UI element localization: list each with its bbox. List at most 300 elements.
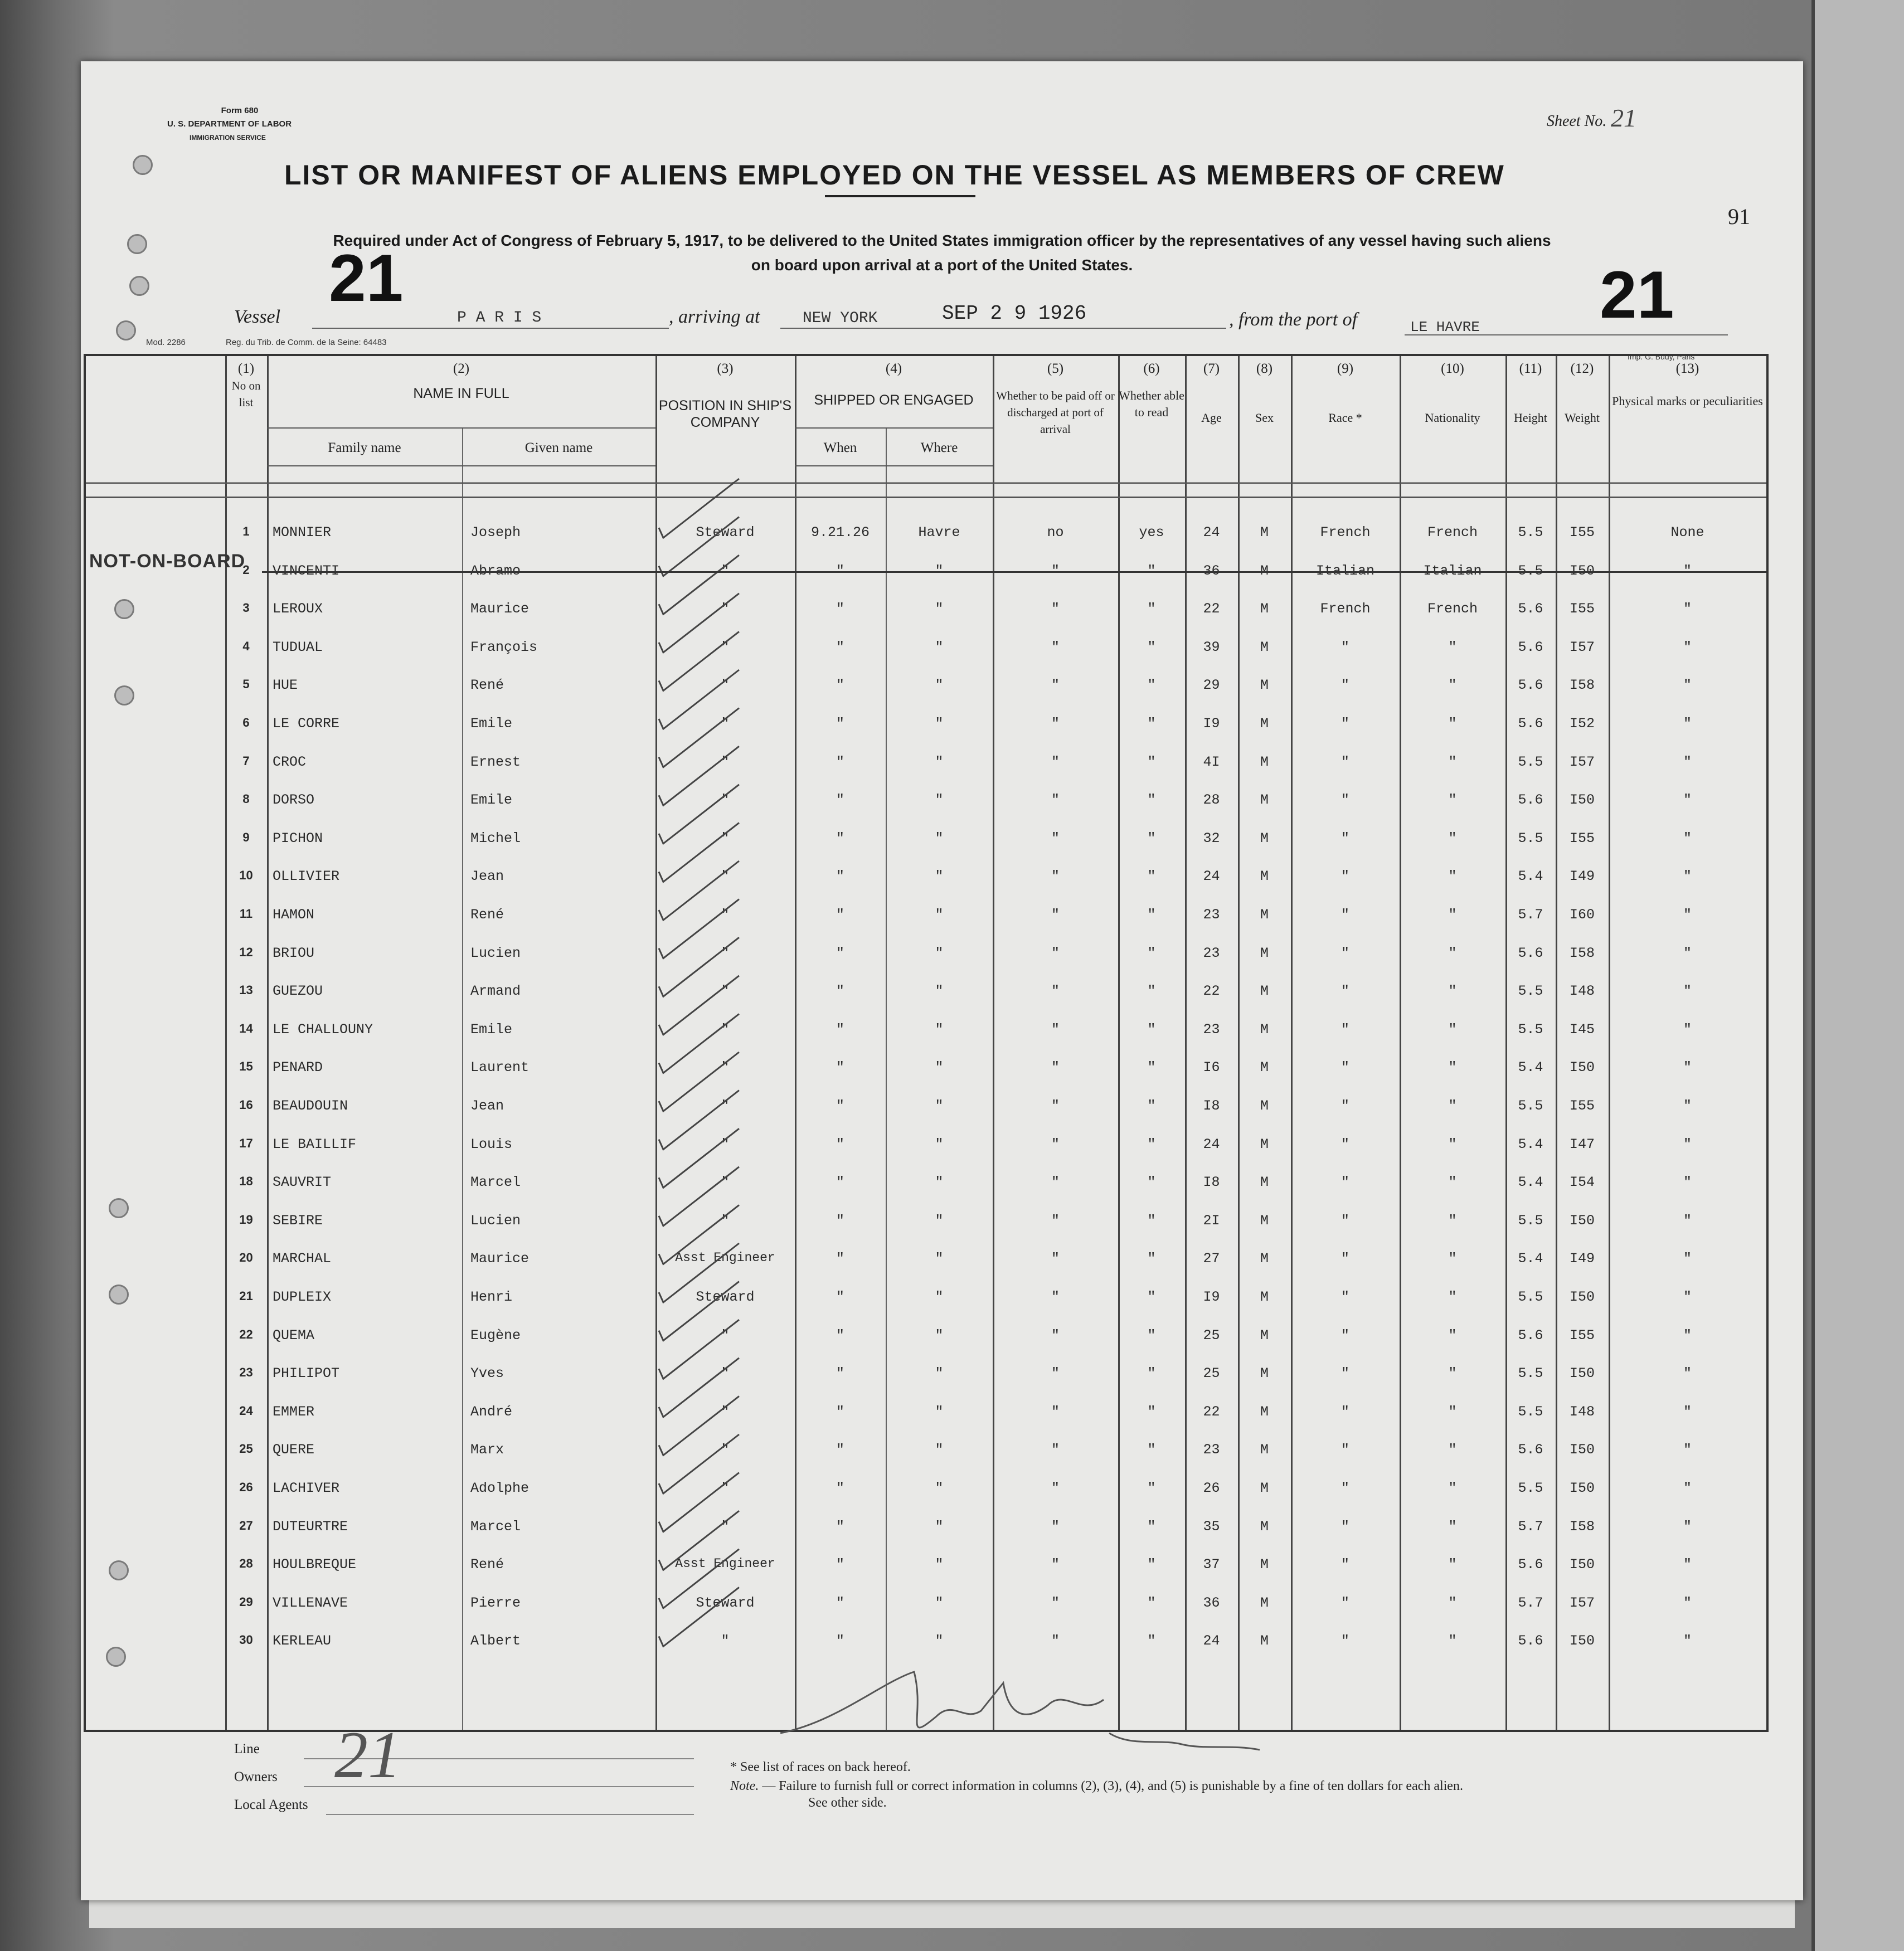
cell-nationality: ": [1448, 1212, 1457, 1229]
cell-weight: I50: [1569, 1289, 1595, 1305]
page-number: 91: [1728, 204, 1750, 229]
cell-age: I9: [1203, 716, 1220, 732]
cell-where: ": [935, 1098, 944, 1114]
cell-sex: M: [1260, 639, 1269, 655]
cell-given: Emile: [470, 792, 513, 809]
cell-read: ": [1147, 1059, 1156, 1076]
cell-position: ": [721, 1212, 730, 1229]
cell-marks: ": [1683, 1251, 1692, 1267]
cell-paid: ": [1051, 716, 1060, 732]
cell-when: ": [836, 601, 844, 617]
cell-race: ": [1340, 753, 1349, 770]
cell-where: ": [935, 945, 944, 961]
right-edge-strip: [1811, 0, 1904, 1951]
cell-height: 5.5: [1518, 1021, 1543, 1038]
from-port: LE HAVRE: [1410, 319, 1480, 335]
cell-race: ": [1340, 1594, 1349, 1611]
cell-paid: ": [1051, 830, 1060, 846]
cell-weight: I50: [1569, 562, 1595, 579]
cell-weight: I58: [1569, 677, 1595, 694]
col-race-header: (9) Race *: [1328, 361, 1362, 425]
cell-where: ": [935, 1365, 944, 1382]
cell-when: ": [836, 1098, 844, 1114]
cell-family: GUEZOU: [273, 983, 323, 1000]
cell-paid: ": [1051, 1327, 1060, 1344]
cell-where: ": [935, 1518, 944, 1535]
cell-position: ": [721, 1327, 730, 1344]
cell-when: ": [836, 1251, 844, 1267]
cell-height: 5.6: [1518, 945, 1543, 961]
note: [730, 1779, 1463, 1794]
requirement-line-1: Required under Act of Congress of February 5, 1917, to be delivered to the United States immigration officer by the representatives of any vessel having such aliens: [333, 232, 1551, 249]
cell-weight: I58: [1569, 1518, 1595, 1535]
cell-weight: I48: [1569, 983, 1595, 1000]
cell-read: ": [1147, 1251, 1156, 1267]
check-mark: [659, 861, 739, 920]
cell-position: ": [721, 945, 730, 961]
cell-height: 5.6: [1518, 1327, 1543, 1344]
cell-when: ": [836, 1594, 844, 1611]
cell-where: ": [935, 907, 944, 923]
cell-read: ": [1147, 677, 1156, 694]
cell-family: MONNIER: [273, 524, 332, 541]
cell-when: ": [836, 1212, 844, 1229]
cell-position: Asst Engineer: [675, 1251, 775, 1266]
cell-marks: ": [1683, 1480, 1692, 1496]
cell-family: OLLIVIER: [273, 868, 340, 885]
cell-read: ": [1147, 830, 1156, 846]
cell-given: Marx: [470, 1442, 504, 1458]
cell-when: ": [836, 1518, 844, 1535]
stamp-number-left: 21: [329, 241, 404, 315]
cell-position: ": [721, 1480, 730, 1496]
cell-position: ": [721, 1403, 730, 1420]
cell-when: ": [836, 945, 844, 961]
cell-paid: ": [1051, 1518, 1060, 1535]
cell-age: 29: [1203, 677, 1220, 694]
cell-height: 5.6: [1518, 677, 1543, 694]
cell-when: ": [836, 1403, 844, 1420]
cell-race: ": [1340, 1289, 1349, 1305]
cell-height: 5.6: [1518, 716, 1543, 732]
cell-no: 23: [239, 1365, 253, 1380]
registry: Reg. du Trib. de Comm. de la Seine: 64483: [226, 338, 387, 347]
arriving-label: , arriving at: [669, 306, 760, 327]
cell-when: ": [836, 830, 844, 846]
cell-sex: M: [1260, 868, 1269, 885]
cell-age: 22: [1203, 1403, 1220, 1420]
cell-nationality: ": [1448, 1403, 1457, 1420]
cell-when: ": [836, 1365, 844, 1382]
cell-position: ": [721, 601, 730, 617]
cell-where: ": [935, 1174, 944, 1191]
cell-no: 28: [239, 1556, 253, 1571]
cell-position: ": [721, 868, 730, 885]
table-row: [86, 518, 1766, 556]
cell-family: VINCENTI: [273, 562, 340, 579]
cell-given: Marcel: [470, 1174, 521, 1191]
cell-no: 29: [239, 1594, 253, 1609]
cell-height: 5.5: [1518, 524, 1543, 541]
cell-family: LE CHALLOUNY: [273, 1021, 373, 1038]
check-mark: [659, 708, 739, 767]
cell-paid: ": [1051, 1403, 1060, 1420]
cell-position: ": [721, 1174, 730, 1191]
check-mark: [659, 1205, 739, 1264]
cell-family: PICHON: [273, 830, 323, 846]
cell-weight: I50: [1569, 1442, 1595, 1458]
cell-nationality: ": [1448, 1327, 1457, 1344]
cell-race: ": [1340, 1556, 1349, 1573]
cell-no: 2: [242, 562, 250, 577]
cell-race: ": [1340, 1480, 1349, 1496]
cell-family: HOULBREQUE: [273, 1556, 357, 1573]
cell-age: 22: [1203, 983, 1220, 1000]
cell-paid: ": [1051, 1289, 1060, 1305]
cell-race: ": [1340, 1098, 1349, 1114]
cell-read: ": [1147, 792, 1156, 809]
table-row: [86, 900, 1766, 938]
cell-given: Joseph: [470, 524, 521, 541]
cell-when: ": [836, 1633, 844, 1650]
cell-position: ": [721, 1098, 730, 1114]
cell-given: Armand: [470, 983, 521, 1000]
cell-nationality: ": [1448, 868, 1457, 885]
punch-hole: [129, 276, 149, 296]
cell-height: 5.5: [1518, 562, 1543, 579]
cell-marks: ": [1683, 1059, 1692, 1076]
cell-nationality: ": [1448, 1021, 1457, 1038]
col-read-header: (6) Whether able to read: [1119, 361, 1184, 419]
cell-where: ": [935, 601, 944, 617]
cell-family: DUTEURTRE: [273, 1518, 348, 1535]
cell-marks: ": [1683, 868, 1692, 885]
cell-when: ": [836, 1556, 844, 1573]
table-row: [86, 1053, 1766, 1091]
cell-race: Italian: [1315, 562, 1375, 579]
cell-sex: M: [1260, 716, 1269, 732]
check-mark: [659, 479, 739, 538]
cell-age: 2I: [1203, 1212, 1220, 1229]
cell-where: ": [935, 1556, 944, 1573]
table-row: [86, 1282, 1766, 1320]
col-height-header: (11) Height: [1514, 361, 1547, 425]
cell-where: ": [935, 1403, 944, 1420]
cell-given: René: [470, 677, 504, 694]
cell-height: 5.5: [1518, 753, 1543, 770]
cell-position: ": [721, 983, 730, 1000]
cell-no: 6: [242, 716, 250, 729]
from-port-underline: [1405, 334, 1728, 335]
table-row: [86, 670, 1766, 708]
cell-no: 13: [239, 983, 253, 998]
cell-when: ": [836, 1174, 844, 1191]
cell-given: Lucien: [470, 1212, 521, 1229]
cell-nationality: ": [1448, 1059, 1457, 1076]
cell-nationality: ": [1448, 1556, 1457, 1573]
cell-read: ": [1147, 1021, 1156, 1038]
cell-no: 24: [239, 1403, 253, 1418]
cell-marks: ": [1683, 1633, 1692, 1650]
cell-where: ": [935, 1289, 944, 1305]
cell-paid: ": [1051, 868, 1060, 885]
cell-nationality: ": [1448, 792, 1457, 809]
cell-family: HUE: [273, 677, 298, 694]
sheet-label: Sheet No.: [1547, 113, 1607, 130]
cell-weight: I48: [1569, 1403, 1595, 1420]
cell-age: 32: [1203, 830, 1220, 846]
cell-read: ": [1147, 1518, 1156, 1535]
cell-no: 10: [239, 868, 253, 883]
cell-paid: ": [1051, 1251, 1060, 1267]
col-paid-header: (5) Whether to be paid off or discharged at port of arrival: [996, 361, 1115, 436]
from-port-label: , from the port of: [1229, 309, 1358, 330]
cell-nationality: French: [1427, 524, 1478, 541]
cell-given: Jean: [470, 1098, 504, 1114]
cell-age: 23: [1203, 1442, 1220, 1458]
cell-race: ": [1340, 868, 1349, 885]
vessel-label: Vessel: [234, 306, 281, 327]
cell-paid: ": [1051, 1098, 1060, 1114]
cell-marks: ": [1683, 1098, 1692, 1114]
cell-race: ": [1340, 1633, 1349, 1650]
cell-weight: I50: [1569, 1633, 1595, 1650]
cell-marks: ": [1683, 1174, 1692, 1191]
cell-paid: ": [1051, 1556, 1060, 1573]
cell-where: ": [935, 983, 944, 1000]
department: U. S. DEPARTMENT OF LABOR: [167, 119, 292, 129]
cell-position: ": [721, 1021, 730, 1038]
cell-sex: M: [1260, 601, 1269, 617]
check-mark: [659, 1587, 739, 1646]
cell-no: 17: [239, 1136, 253, 1150]
cell-sex: M: [1260, 945, 1269, 961]
check-mark: [659, 1434, 739, 1493]
cell-position: ": [721, 792, 730, 809]
cell-age: 24: [1203, 868, 1220, 885]
cell-nationality: ": [1448, 1251, 1457, 1267]
cell-sex: M: [1260, 1594, 1269, 1611]
col-family-header: Family name: [328, 440, 401, 455]
cell-nationality: ": [1448, 1365, 1457, 1382]
cell-family: SEBIRE: [273, 1212, 323, 1229]
table-row: [86, 633, 1766, 670]
cell-given: François: [470, 639, 538, 655]
cell-marks: ": [1683, 1021, 1692, 1038]
arrival-date-stamp: SEP 2 9 1926: [942, 302, 1087, 325]
cell-where: ": [935, 1594, 944, 1611]
cell-race: ": [1340, 1518, 1349, 1535]
cell-sex: M: [1260, 1442, 1269, 1458]
table-row: [86, 1473, 1766, 1511]
cell-given: Adolphe: [470, 1480, 530, 1496]
cell-when: ": [836, 753, 844, 770]
cell-when: ": [836, 792, 844, 809]
cell-sex: M: [1260, 1212, 1269, 1229]
cell-family: CROC: [273, 753, 307, 770]
cell-given: Jean: [470, 868, 504, 885]
cell-family: VILLENAVE: [273, 1594, 348, 1611]
page-title: LIST OR MANIFEST OF ALIENS EMPLOYED ON THE VESSEL AS MEMBERS OF CREW: [284, 159, 1505, 191]
cell-sex: M: [1260, 562, 1269, 579]
punch-hole: [133, 155, 153, 175]
check-mark: [659, 1358, 739, 1417]
cell-marks: ": [1683, 1442, 1692, 1458]
cell-given: Lucien: [470, 945, 521, 961]
cell-no: 12: [239, 945, 253, 959]
cell-position: ": [721, 1633, 730, 1650]
cell-sex: M: [1260, 677, 1269, 694]
cell-read: ": [1147, 601, 1156, 617]
cell-paid: ": [1051, 945, 1060, 961]
cell-paid: ": [1051, 1365, 1060, 1382]
cell-given: Laurent: [470, 1059, 530, 1076]
cell-family: KERLEAU: [273, 1633, 332, 1650]
cell-marks: ": [1683, 1594, 1692, 1611]
cell-read: yes: [1139, 524, 1164, 541]
table-row: [86, 1015, 1766, 1053]
cell-family: QUEMA: [273, 1327, 315, 1344]
cell-height: 5.7: [1518, 907, 1543, 923]
cell-paid: ": [1051, 1480, 1060, 1496]
cell-weight: I50: [1569, 1480, 1595, 1496]
table-row: [86, 862, 1766, 899]
cell-family: PHILIPOT: [273, 1365, 340, 1382]
cell-height: 5.5: [1518, 830, 1543, 846]
cell-weight: I50: [1569, 1059, 1595, 1076]
table-row: [86, 709, 1766, 747]
vessel-underline: [312, 328, 669, 329]
cell-height: 5.5: [1518, 1098, 1543, 1114]
cell-family: LE BAILLIF: [273, 1136, 357, 1152]
cell-age: 37: [1203, 1556, 1220, 1573]
table-row: [86, 824, 1766, 862]
cell-marks: ": [1683, 945, 1692, 961]
cell-race: ": [1340, 792, 1349, 809]
col-no-header: (1) No on list: [231, 361, 261, 409]
cell-family: QUERE: [273, 1442, 315, 1458]
check-mark: [659, 1091, 739, 1150]
cell-family: DUPLEIX: [273, 1289, 332, 1305]
cell-read: ": [1147, 1556, 1156, 1573]
strike-through-line: [262, 571, 1767, 573]
cell-paid: ": [1051, 1059, 1060, 1076]
title-underline: [825, 195, 975, 197]
cell-paid: no: [1047, 524, 1064, 541]
check-mark: [659, 670, 739, 729]
crew-table: [84, 354, 1769, 1732]
cell-read: ": [1147, 562, 1156, 579]
table-row: [86, 1091, 1766, 1129]
cell-height: 5.5: [1518, 983, 1543, 1000]
cell-weight: I45: [1569, 1021, 1595, 1038]
cell-position: ": [721, 716, 730, 732]
cell-height: 5.6: [1518, 1442, 1543, 1458]
cell-nationality: ": [1448, 753, 1457, 770]
check-mark: [659, 1243, 739, 1302]
cell-marks: ": [1683, 1136, 1692, 1152]
cell-nationality: ": [1448, 1594, 1457, 1611]
cell-position: ": [721, 753, 730, 770]
cell-position: ": [721, 1518, 730, 1535]
cell-read: ": [1147, 1174, 1156, 1191]
cell-weight: I55: [1569, 601, 1595, 617]
check-mark: [659, 823, 739, 882]
check-mark: [659, 1549, 739, 1608]
cell-height: 5.6: [1518, 639, 1543, 655]
cell-no: 19: [239, 1212, 253, 1227]
cell-given: Henri: [470, 1289, 513, 1305]
check-mark: [659, 1282, 739, 1341]
cell-given: Abramo: [470, 562, 521, 579]
check-mark: [659, 1128, 739, 1188]
check-mark: [659, 976, 739, 1035]
cell-age: I6: [1203, 1059, 1220, 1076]
cell-position: ": [721, 830, 730, 846]
cell-marks: ": [1683, 1289, 1692, 1305]
table-row: [86, 556, 1766, 594]
cell-sex: M: [1260, 753, 1269, 770]
arriving-port: NEW YORK: [803, 310, 878, 327]
cell-read: ": [1147, 1365, 1156, 1382]
cell-no: 27: [239, 1518, 253, 1532]
cell-nationality: ": [1448, 1098, 1457, 1114]
cell-where: ": [935, 753, 944, 770]
table-row: [86, 1359, 1766, 1397]
cell-where: ": [935, 716, 944, 732]
cell-where: ": [935, 1136, 944, 1152]
cell-race: ": [1340, 1251, 1349, 1267]
cell-paid: ": [1051, 1174, 1060, 1191]
cell-weight: I47: [1569, 1136, 1595, 1152]
note-label: Note.: [730, 1779, 759, 1793]
col-weight-header: (12) Weight: [1565, 361, 1600, 425]
cell-given: Maurice: [470, 1251, 530, 1267]
cell-where: ": [935, 1633, 944, 1650]
cell-height: 5.4: [1518, 1136, 1543, 1152]
cell-sex: M: [1260, 1021, 1269, 1038]
cell-nationality: ": [1448, 1289, 1457, 1305]
cell-read: ": [1147, 1098, 1156, 1114]
col-marks-header: (13) Physical marks or peculiarities: [1612, 361, 1763, 408]
cell-height: 5.4: [1518, 1059, 1543, 1076]
cell-family: HAMON: [273, 907, 315, 923]
cell-read: ": [1147, 983, 1156, 1000]
arriving-underline: [780, 328, 1226, 329]
cell-position: ": [721, 677, 730, 694]
cell-sex: M: [1260, 1365, 1269, 1382]
cell-sex: M: [1260, 907, 1269, 923]
cell-where: ": [935, 639, 944, 655]
cell-weight: I52: [1569, 716, 1595, 732]
cell-where: ": [935, 1480, 944, 1496]
cell-given: Pierre: [470, 1594, 521, 1611]
cell-marks: ": [1683, 1365, 1692, 1382]
cell-paid: ": [1051, 1594, 1060, 1611]
table-row: [86, 1588, 1766, 1626]
cell-when: ": [836, 562, 844, 579]
cell-no: 3: [242, 601, 250, 615]
table-row: [86, 1167, 1766, 1205]
cell-sex: M: [1260, 830, 1269, 846]
cell-race: ": [1340, 716, 1349, 732]
cell-height: 5.6: [1518, 1633, 1543, 1650]
cell-read: ": [1147, 1633, 1156, 1650]
col-when-header: When: [823, 440, 857, 455]
cell-weight: I49: [1569, 868, 1595, 885]
check-mark: [659, 631, 739, 690]
cell-nationality: ": [1448, 830, 1457, 846]
